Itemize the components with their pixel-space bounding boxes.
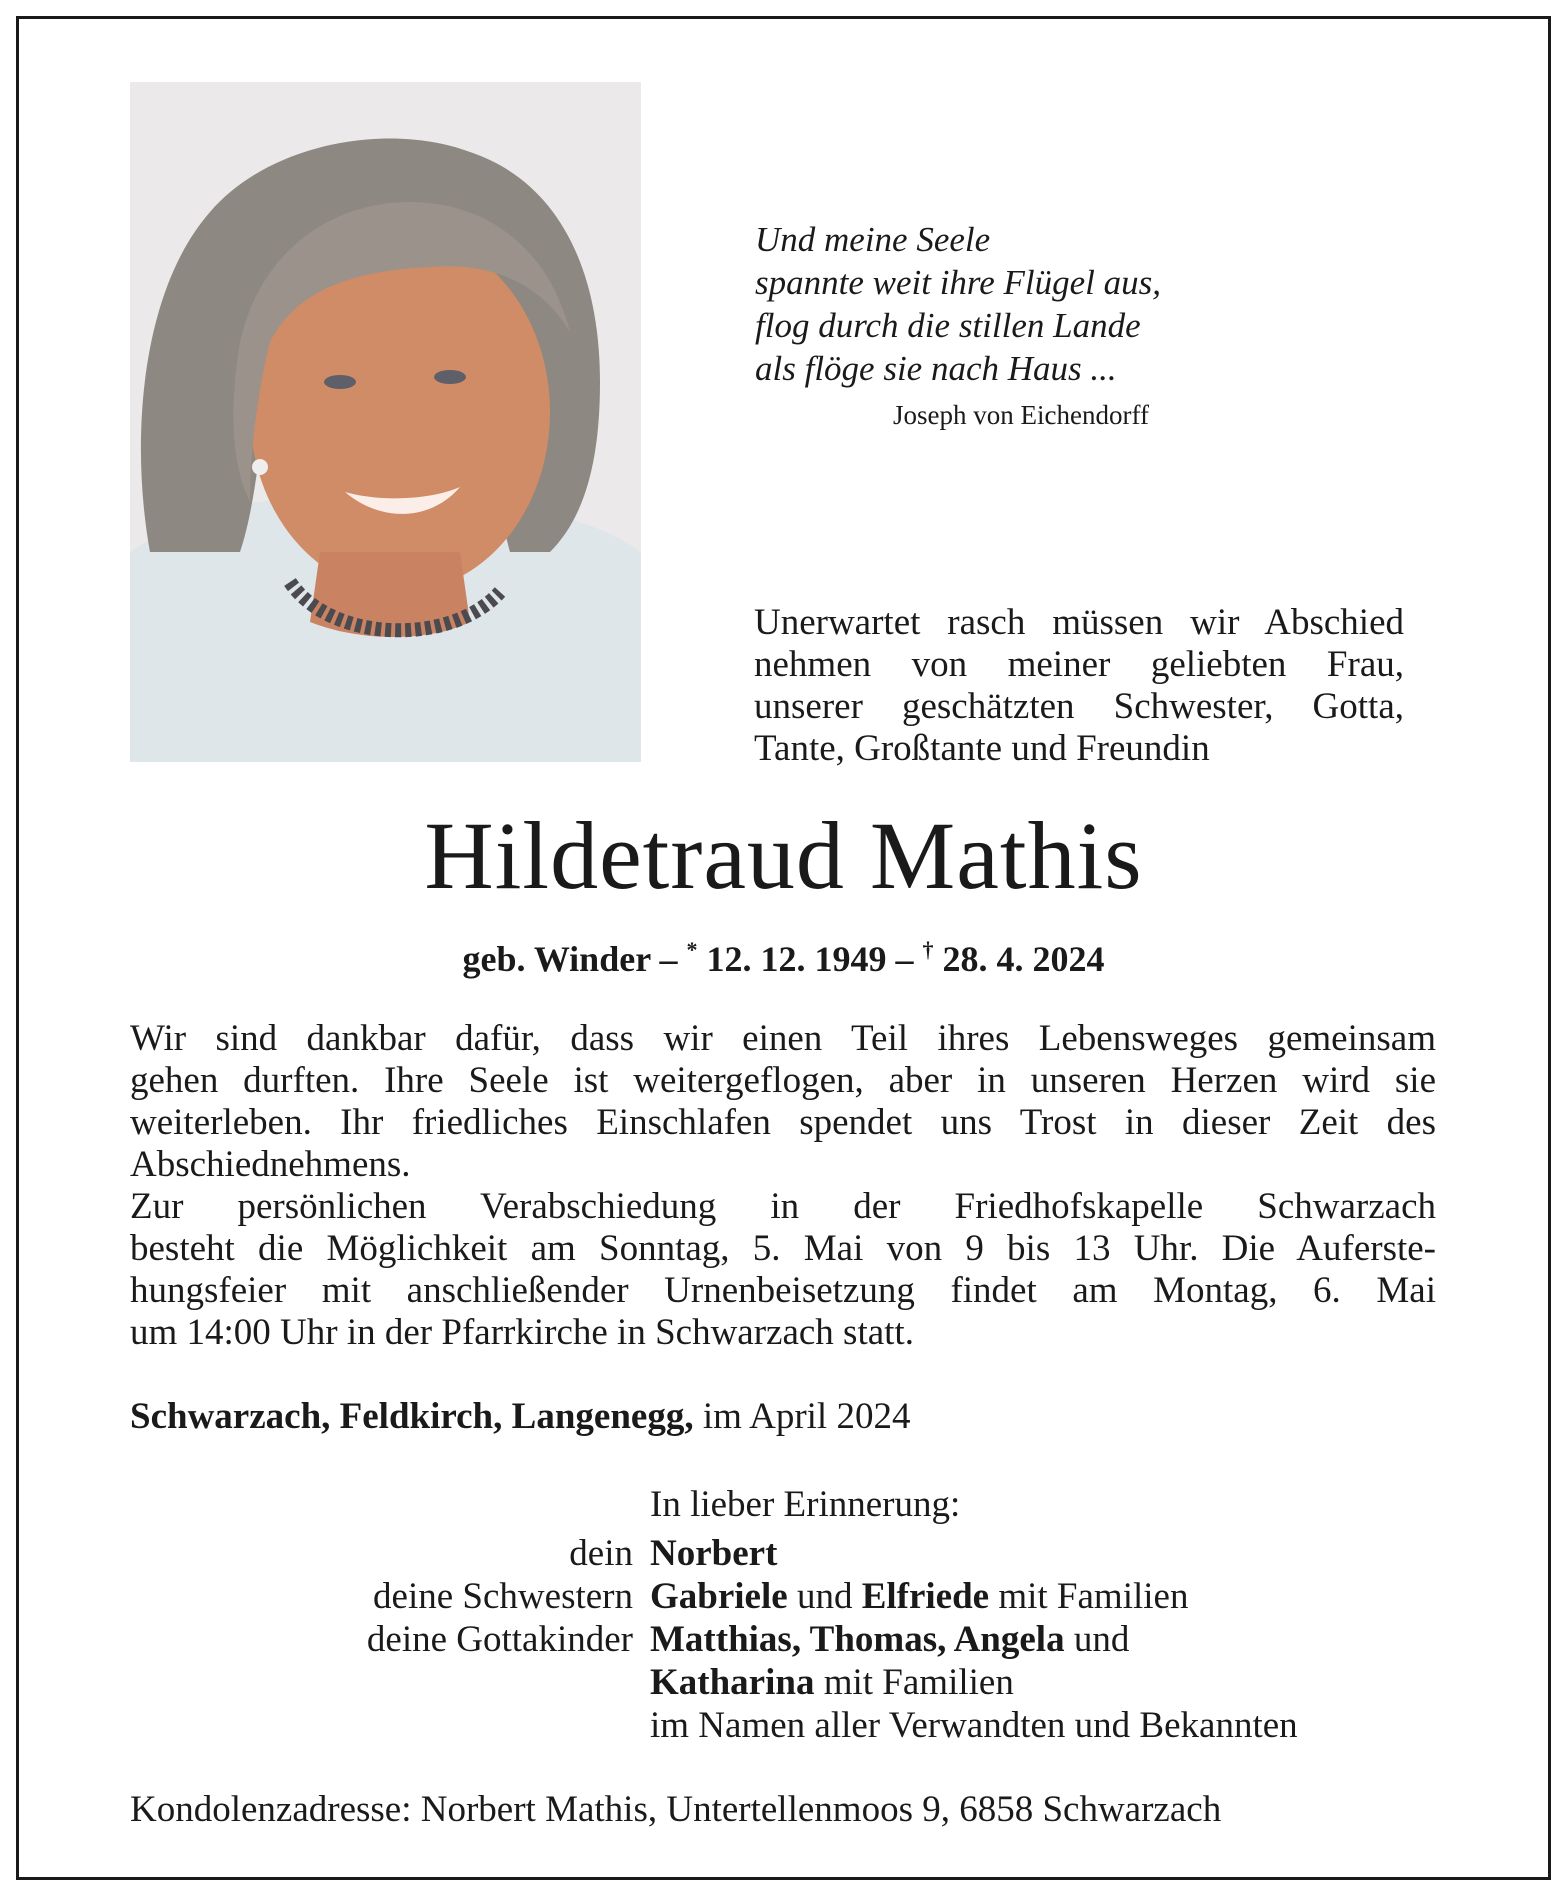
death-symbol: † bbox=[922, 937, 934, 962]
body-line: Zur persönlichen Verabschiedung in der Friedhofskapelle Schwarzach bbox=[130, 1186, 1436, 1227]
quote-author: Joseph von Eichendorff bbox=[893, 400, 1149, 430]
body-line: um 14:00 Uhr in der Pfarrkirche in Schwarzach statt. bbox=[130, 1312, 914, 1353]
poem-quote bbox=[755, 218, 1275, 390]
relation-label: deine Schwestern bbox=[373, 1576, 633, 1617]
relation-label: deine Gottakinder bbox=[366, 1619, 633, 1660]
mourner-names bbox=[650, 1661, 1014, 1704]
body-text bbox=[130, 1018, 1436, 1354]
deceased-name: Hildetraud Mathis bbox=[424, 802, 1143, 909]
mourners-closing: im Namen aller Verwandten und Bekannten bbox=[650, 1705, 1298, 1746]
mourner-name: Katharina bbox=[650, 1662, 815, 1703]
intro-line: unserer geschätzten Schwester, Gotta, bbox=[754, 686, 1404, 727]
intro-line: nehmen von meiner geliebten Frau, bbox=[754, 644, 1404, 685]
place-and-date bbox=[130, 1395, 910, 1438]
dash-separator: – bbox=[650, 939, 687, 979]
mourner-name: Gabriele bbox=[650, 1576, 788, 1617]
mourner-text: und bbox=[787, 1576, 862, 1617]
birth-name: geb. Winder bbox=[462, 939, 651, 979]
relation-label: dein bbox=[569, 1533, 633, 1574]
mourner-name: Elfriede bbox=[861, 1576, 990, 1617]
mourner-names bbox=[650, 1575, 1188, 1618]
mourner-text: mit Familien bbox=[989, 1576, 1189, 1617]
mourner-name: Matthias, Thomas, Angela bbox=[650, 1619, 1065, 1660]
mourner-text: und bbox=[1064, 1619, 1130, 1660]
life-dates bbox=[0, 937, 1567, 980]
condolence-address: Kondolenzadresse: Norbert Mathis, Untertellenmoos 9, 6858 Schwarzach bbox=[130, 1789, 1222, 1830]
mourner-text: mit Familien bbox=[814, 1662, 1014, 1703]
body-line: weiterleben. Ihr friedliches Einschlafen spendet uns Trost in dieser Zeit des bbox=[130, 1102, 1436, 1143]
quote-line: spannte weit ihre Flügel aus, bbox=[755, 263, 1162, 302]
death-date: 28. 4. 2024 bbox=[942, 939, 1105, 979]
quote-line: als flöge sie nach Haus ... bbox=[755, 349, 1117, 388]
body-line: Wir sind dankbar dafür, dass wir einen Teil ihres Lebensweges gemeinsam bbox=[130, 1018, 1436, 1059]
birth-symbol: * bbox=[686, 937, 698, 962]
birth-date: 12. 12. 1949 bbox=[706, 939, 887, 979]
intro-line: Unerwartet rasch müssen wir Abschied bbox=[754, 602, 1404, 643]
memory-heading: In lieber Erinnerung: bbox=[650, 1484, 961, 1525]
dash-separator: – bbox=[886, 939, 923, 979]
place-date: im April 2024 bbox=[693, 1396, 911, 1437]
place-locations: Schwarzach, Feldkirch, Langenegg, bbox=[130, 1396, 694, 1437]
quote-line: flog durch die stillen Lande bbox=[755, 306, 1141, 345]
portrait-photo bbox=[130, 82, 641, 762]
mourner-name: Norbert bbox=[650, 1533, 778, 1574]
body-line: hungsfeier mit anschließender Urnenbeisetzung findet am Montag, 6. Mai bbox=[130, 1270, 1436, 1311]
body-line: Abschiednehmens. bbox=[130, 1144, 411, 1185]
mourner-names bbox=[650, 1532, 777, 1575]
mourner-names bbox=[650, 1618, 1129, 1661]
body-line: gehen durften. Ihre Seele ist weitergeflogen, aber in unseren Herzen wird sie bbox=[130, 1060, 1436, 1101]
quote-line: Und meine Seele bbox=[755, 220, 991, 259]
intro-line: Tante, Großtante und Freundin bbox=[754, 728, 1210, 769]
intro-text bbox=[754, 602, 1404, 770]
body-line: besteht die Möglichkeit am Sonntag, 5. Mai von 9 bis 13 Uhr. Die Auferste- bbox=[130, 1228, 1436, 1269]
